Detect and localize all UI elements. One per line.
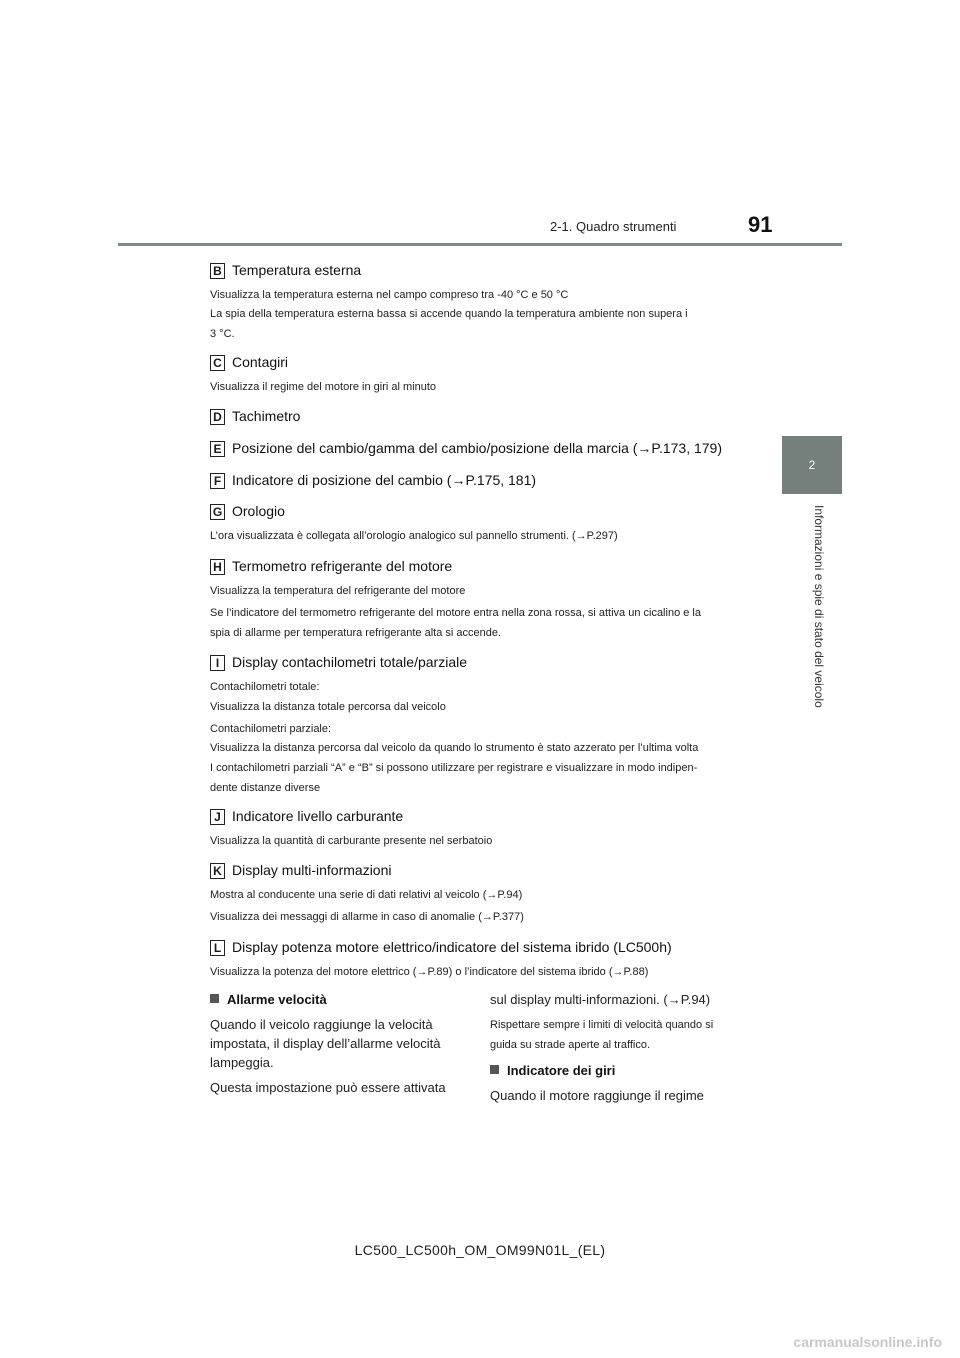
item-description: Mostra al conducente una serie di dati relativi al veicolo (→P.94) [210, 889, 523, 901]
item-description: Se l’indicatore del termometro refrigerante del motore entra nella zona rossa, si attiva un cicalino e la [210, 607, 701, 619]
item-title: Orologio [232, 503, 285, 519]
item-letter-badge: K [210, 863, 225, 879]
document-code-footer: LC500_LC500h_OM_OM99N01L_(EL) [354, 1242, 606, 1258]
section-square-icon [210, 994, 219, 1003]
rev-indicator-heading [490, 1063, 615, 1078]
section-square-icon [490, 1065, 499, 1074]
item-letter-badge: H [210, 559, 225, 575]
item-description: Visualizza la temperatura esterna nel campo compreso tra -40 °C e 50 °C [210, 289, 569, 301]
item-description: Visualizza il regime del motore in giri al minuto [210, 381, 437, 393]
item-letter-badge: B [210, 263, 225, 279]
chapter-tab-label: Informazioni e spie di stato del veicolo [812, 505, 826, 708]
page-number: 91 [748, 212, 773, 237]
item-description: dente distanze diverse [210, 782, 321, 794]
item-letter-badge: I [210, 655, 225, 671]
chapter-tab: 2 [782, 436, 842, 494]
item-description: Contachilometri parziale: [210, 723, 332, 735]
speed-alarm-text: lampeggia. [210, 1055, 274, 1070]
item-title: Display multi-informazioni [232, 862, 392, 878]
speed-alarm-text: Quando il veicolo raggiunge la velocità [210, 1017, 433, 1032]
speed-alarm-heading [210, 992, 327, 1007]
speed-alarm-note: Rispettare sempre i limiti di velocità quando si [490, 1019, 714, 1031]
item-description: La spia della temperatura esterna bassa si accende quando la temperatura ambiente non supera i [210, 308, 688, 320]
item-letter-badge: J [210, 809, 225, 825]
item-title: Tachimetro [232, 408, 301, 424]
item-title: Temperatura esterna [232, 262, 362, 278]
item-description: Visualizza la potenza del motore elettrico (→P.89) o l’indicatore del sistema ibrido (→P.88) [210, 966, 649, 978]
item-description: Visualizza dei messaggi di allarme in caso di anomalie (→P.377) [210, 911, 524, 923]
rev-indicator-heading-text: Indicatore dei giri [507, 1063, 616, 1078]
item-title: Posizione del cambio/gamma del cambio/posizione della marcia (→P.173, 179) [232, 440, 722, 456]
item-letter-badge: F [210, 473, 225, 489]
item-description: L’ora visualizzata è collegata all’orologio analogico sul pannello strumenti. (→P.297) [210, 530, 618, 542]
item-letter-badge: D [210, 409, 225, 425]
item-description: spia di allarme per temperatura refrigerante alta si accende. [210, 627, 502, 639]
header-section-title: 2-1. Quadro strumenti [550, 219, 677, 234]
item-title: Indicatore di posizione del cambio (→P.175, 181) [232, 472, 537, 488]
item-letter-badge: E [210, 441, 225, 457]
rev-indicator-text: Quando il motore raggiunge il regime [490, 1088, 704, 1103]
item-letter-badge: C [210, 355, 225, 371]
item-description: Contachilometri totale: [210, 681, 320, 693]
watermark: carmanualsonline.info [793, 1334, 942, 1350]
item-title: Display contachilometri totale/parziale [232, 654, 467, 670]
speed-alarm-heading-text: Allarme velocità [227, 992, 327, 1007]
speed-alarm-text: impostata, il display dell’allarme velocità [210, 1036, 441, 1051]
item-letter-badge: G [210, 504, 225, 520]
item-description: I contachilometri parziali “A” e “B” si possono utilizzare per registrare e visualizzare in modo indipen- [210, 762, 698, 774]
speed-alarm-text-continued: sul display multi-informazioni. (→P.94) [490, 992, 711, 1007]
speed-alarm-text: Questa impostazione può essere attivata [210, 1080, 446, 1095]
item-title: Indicatore livello carburante [232, 808, 404, 824]
item-description: 3 °C. [210, 328, 235, 340]
item-title: Contagiri [232, 354, 289, 370]
speed-alarm-note: guida su strade aperte al traffico. [490, 1039, 651, 1051]
item-title: Termometro refrigerante del motore [232, 558, 453, 574]
item-description: Visualizza la distanza totale percorsa dal veicolo [210, 701, 446, 713]
item-description: Visualizza la quantità di carburante presente nel serbatoio [210, 835, 493, 847]
item-letter-badge: L [210, 940, 225, 956]
header-rule [118, 243, 842, 246]
item-description: Visualizza la temperatura del refrigerante del motore [210, 585, 466, 597]
item-description: Visualizza la distanza percorsa dal veicolo da quando lo strumento è stato azzerato per l’ultima volta [210, 742, 699, 754]
item-title: Display potenza motore elettrico/indicatore del sistema ibrido (LC500h) [232, 939, 672, 955]
